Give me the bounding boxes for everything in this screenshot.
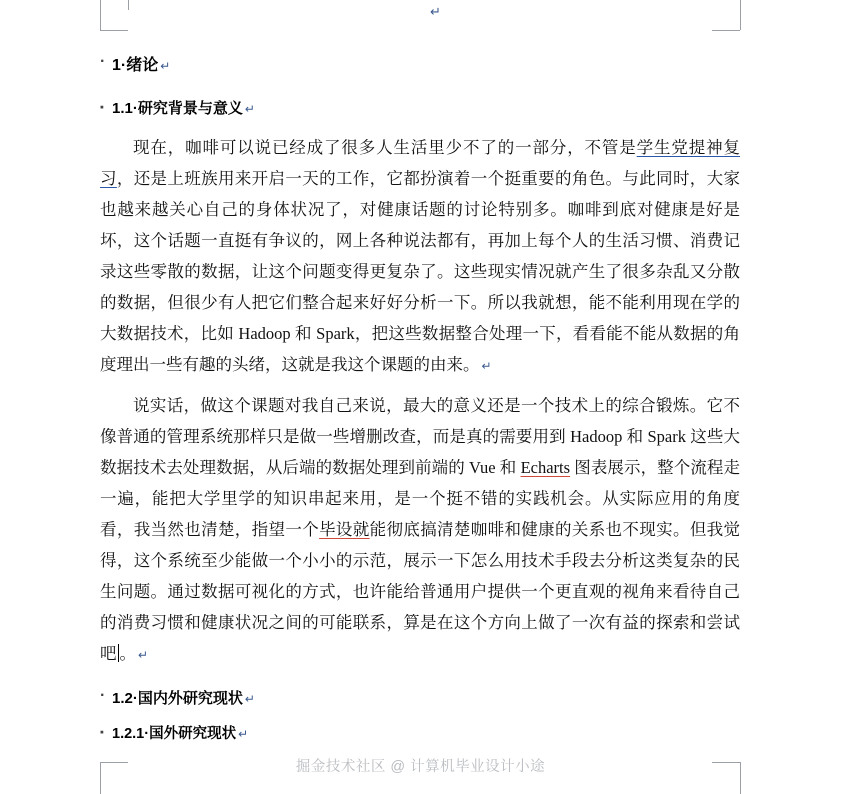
list-marker-icon (100, 56, 105, 72)
page-guide-top-right (712, 30, 740, 31)
run-text: 现在，咖啡可以说已经成了很多人生活里少不了的一部分，不管是 (133, 138, 637, 157)
run-text: 说实话，做这个课题对我自己来说，最大的意义还是一个技术上的综合锻炼。它不像普通的管理系统那样只是做一些增删改查，而是真的需要用到 Hadoop 和 Spark 这些大数据技术去处理数据，从后端的数据处理到前端的 Vue 和 (100, 396, 740, 477)
list-marker-icon (100, 690, 105, 706)
heading-number: 1 (112, 57, 121, 74)
page-guide-right (740, 0, 741, 30)
heading-text: 研究背景与意义 (137, 100, 243, 117)
top-paragraph-mark: ↵ (430, 4, 441, 19)
heading-text: 国外研究现状 (149, 726, 237, 742)
text-cursor (118, 644, 119, 662)
heading-1-1-background[interactable] (100, 97, 740, 118)
heading-number: 1.2 (112, 690, 133, 707)
heading-text: 绪论 (126, 57, 159, 74)
heading-1-2-research-status[interactable] (100, 687, 740, 708)
list-marker-icon (100, 727, 104, 738)
run-underlined-red-echarts: Echarts (520, 458, 571, 477)
heading-separator: · (132, 100, 138, 117)
paragraph-mark: ↵ (481, 359, 492, 373)
run-underlined-blue: 学生党提神复习 (100, 138, 741, 188)
paragraph-mark: ↵ (244, 692, 255, 706)
page-guide-top-left (100, 30, 128, 31)
paragraph-mark: ↵ (138, 648, 149, 662)
heading-separator: · (120, 57, 127, 74)
paragraph-significance[interactable] (100, 390, 740, 671)
heading-1-2-1-foreign-research[interactable] (100, 722, 740, 743)
heading-1-introduction[interactable] (100, 52, 740, 75)
paragraph-mark: ↵ (160, 59, 171, 73)
paragraph-mark: ↵ (238, 727, 249, 741)
heading-number: 1.1 (112, 100, 133, 117)
watermark: 掘金技术社区 @ 计算机毕业设计小途 (295, 759, 546, 775)
document-body (100, 42, 740, 743)
run-underlined-red-bishe: 毕设就 (319, 520, 370, 539)
page-guide-left (100, 0, 101, 30)
heading-separator: · (132, 690, 138, 707)
run-text-period: 。 (119, 644, 136, 663)
list-marker-icon (100, 102, 104, 113)
paragraph-mark: ↵ (244, 102, 255, 116)
run-text: ，还是上班族用来开启一天的工作，它都扮演着一个挺重要的角色。与此同时，大家也越来越关心自己的身体状况了，对健康话题的讨论特别多。咖啡到底对健康是好是坏，这个话题一直挺有争议的，网上各种说法都有，再加上每个人的生活习惯、消费记录这些零散的数据，让这个问题变得更复杂了。这些现实情况就产生了很多杂乱又分散的数据，但很少有人把它们整合起来好好分析一下。所以我就想，能不能利用现在学的大数据技术，比如 Hadoop 和 Spark，把这些数据整合处理一下，看看能不能从数据的角度理出一些有趣的头绪，这就是我这个课题的由来。 (100, 169, 741, 374)
paragraph-background[interactable] (100, 132, 740, 382)
run-text: 图表展示，整个流程走一遍，能把大学里学的知识串起来用，是一个挺不错的实践机会。从实际应用的角度看，我当然也清楚，指望一个 (100, 458, 741, 539)
heading-separator: · (144, 726, 150, 742)
heading-number: 1.2.1 (112, 726, 145, 742)
heading-text: 国内外研究现状 (137, 690, 243, 707)
run-text: 能彻底搞清楚咖啡和健康的关系也不现实。但我觉得，这个系统至少能做一个小小的示范，展示一下怎么用技术手段去分析这类复杂的民生问题。通过数据可视化的方式，也许能给普通用户提供一个更直观的视角来看待自己的消费习惯和健康状况之间的可能联系，算是在这个方向上做了一次有益的探索和尝试吧 (100, 520, 741, 663)
page-guide-left-inner (128, 0, 129, 10)
